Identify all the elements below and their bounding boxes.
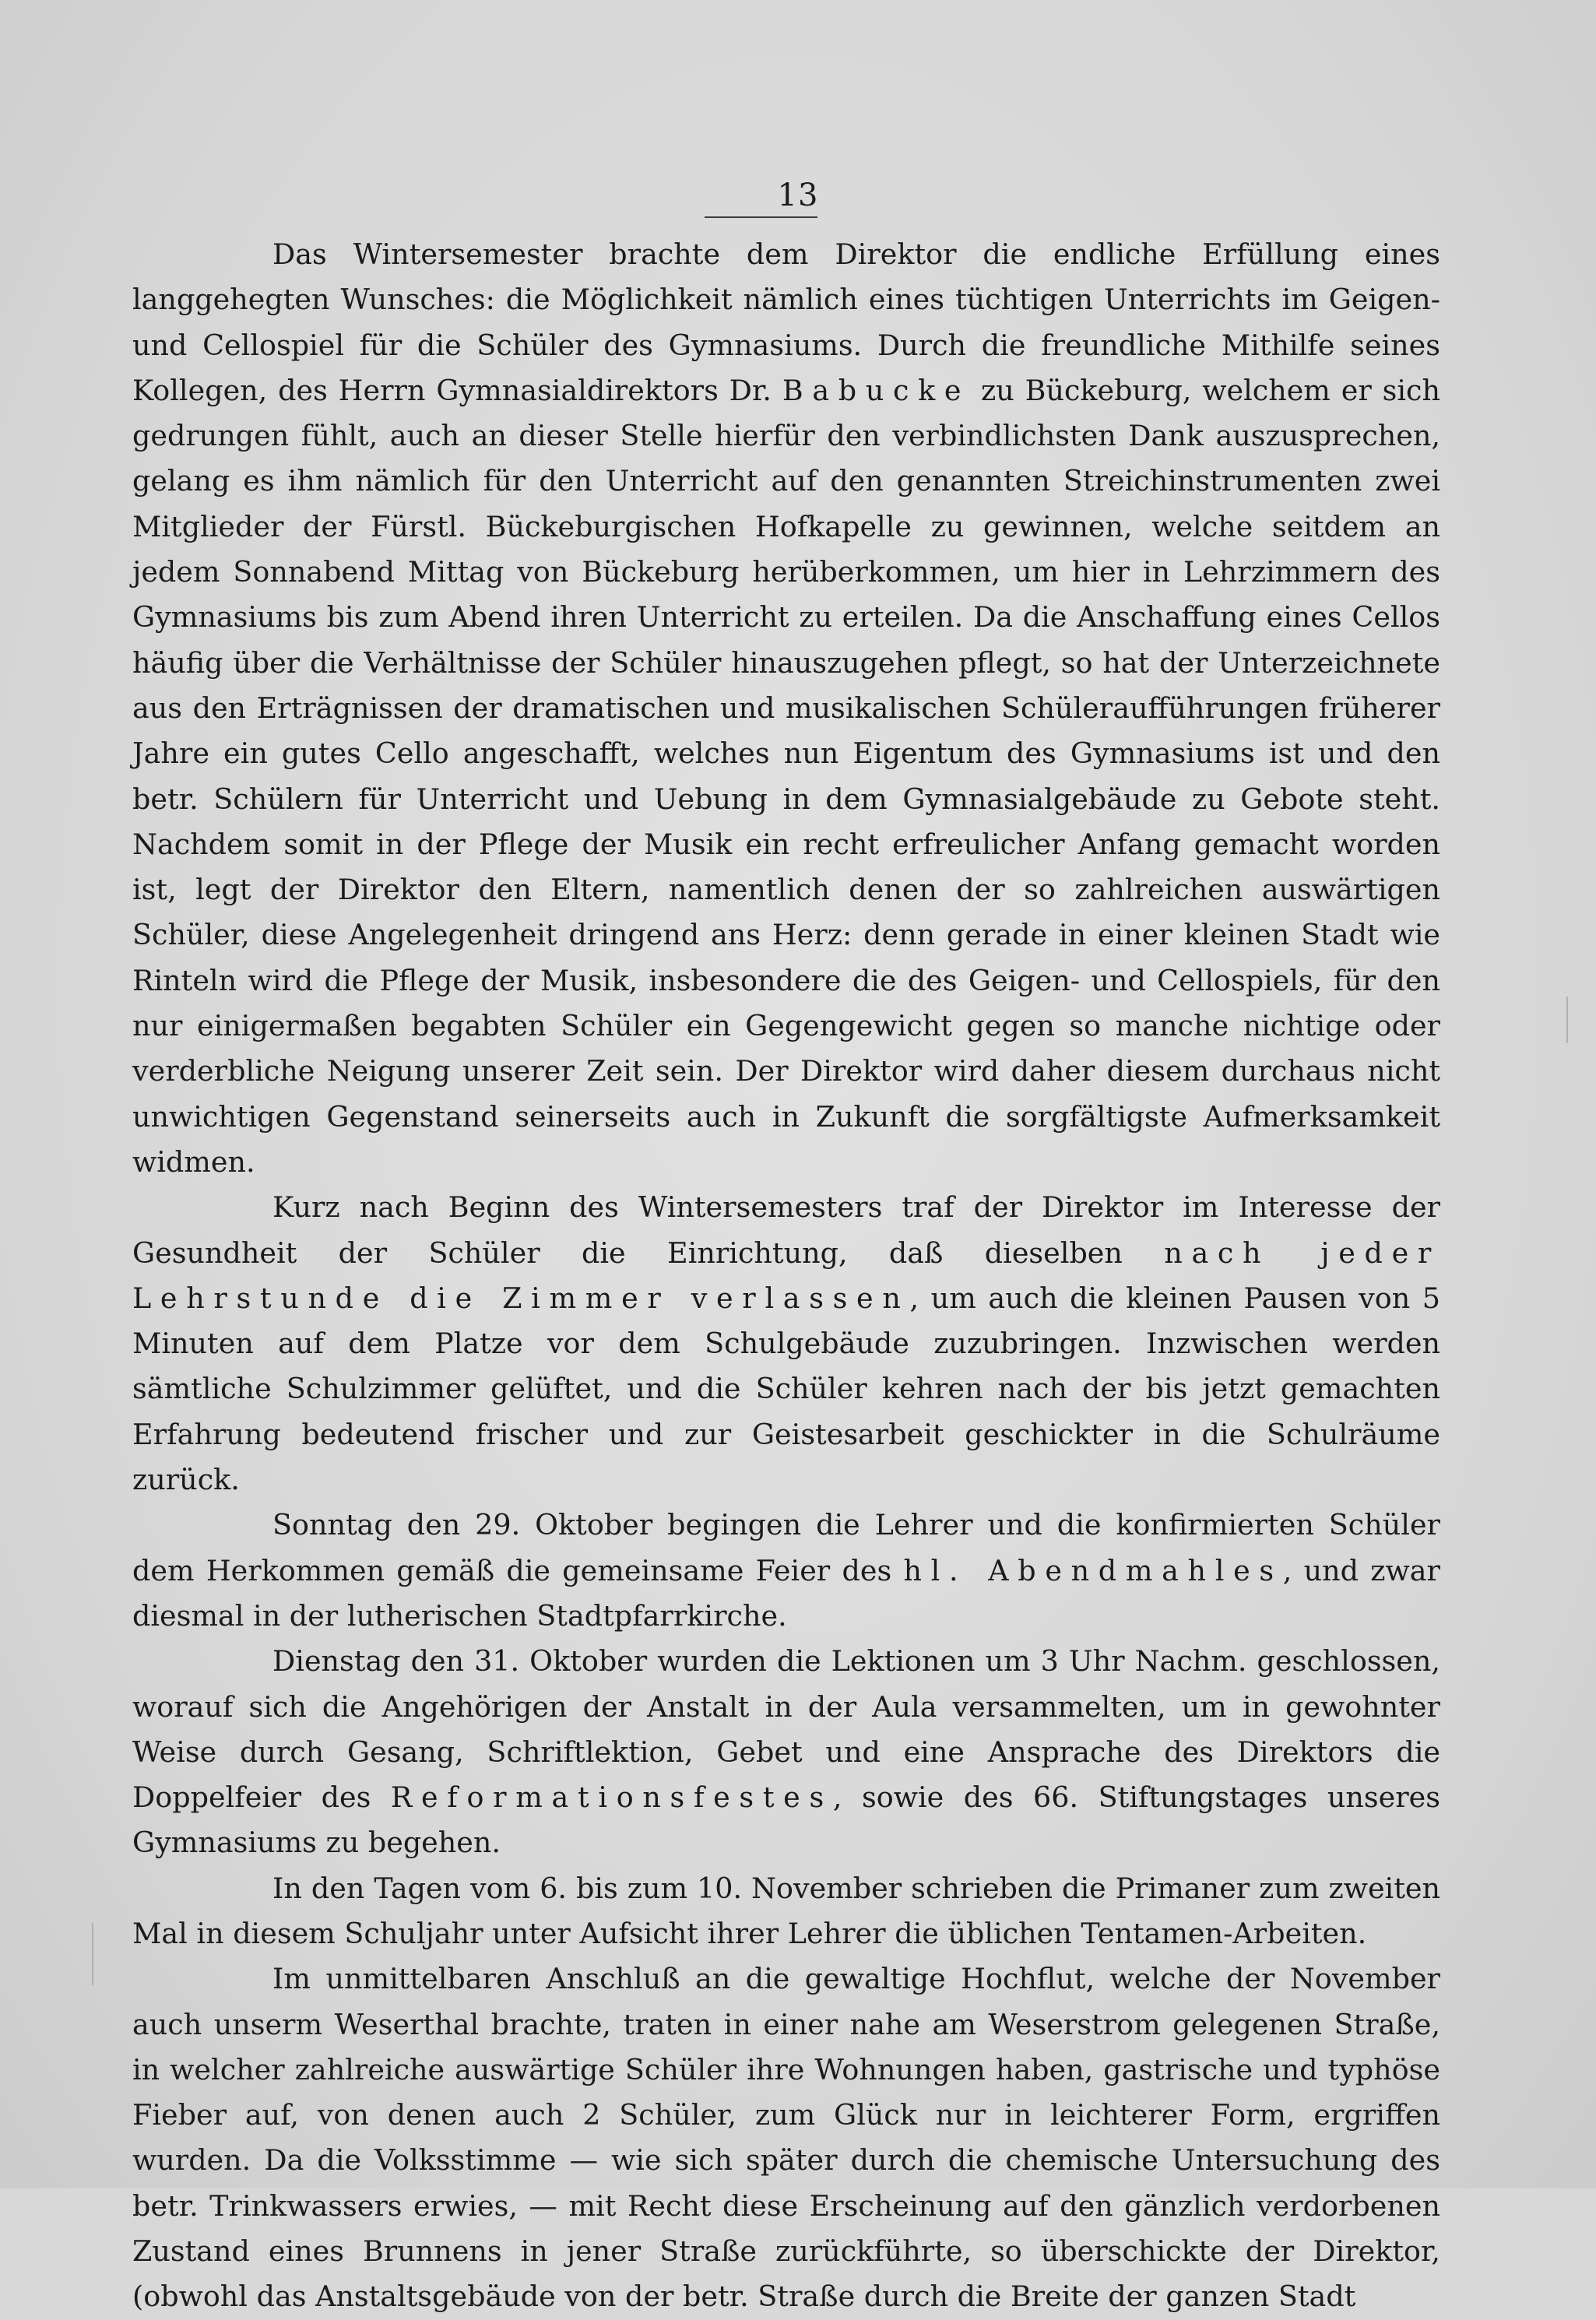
text-run: In den Tagen vom 6. bis zum 10. November schrieben die Primaner zum zweiten Mal in diesem Schuljahr unter Aufsicht ihrer Lehrer die üblichen Tentamen-Arbeiten.: [132, 1871, 1440, 1950]
paragraph-communion: [132, 1503, 1440, 1639]
text-run: , um auch die kleinen Pausen von 5 Minuten auf dem Platze vor dem Schulgebäude zuzubringen. Inzwischen werden sämtliche Schulzimmer gelüftet, und die Schüler kehren nach der bis jetzt gemachten Erfahrung bedeutend frischer und zur Geistesarbeit geschickter in die Schulräume zurück.: [132, 1281, 1440, 1497]
paragraph-flood-fever: [132, 1956, 1440, 2319]
scan-mark: [1566, 997, 1568, 1043]
paragraph-music-lessons: [132, 232, 1440, 1185]
paragraph-breaks: [132, 1185, 1440, 1503]
spaced-emphasis: hl. Abendmahles: [903, 1553, 1283, 1587]
spaced-name: Babucke: [782, 373, 971, 407]
text-run: , sowie des 66. Stiftungstages unseres Gymnasiums zu begehen.: [132, 1780, 1440, 1860]
text-run: Dienstag den 31. Oktober wurden die Lektionen um 3 Uhr Nachm. geschlossen, worauf sich die Angehörigen der Anstalt in der Aula versammelten, um in gewohnter Weise durch Gesang, Schriftlektion, Gebet und eine Ansprache des Direktors die Doppelfeier des: [132, 1644, 1440, 1815]
text-run: zu Bückeburg, welchem er sich gedrungen fühlt, auch an dieser Stelle hierfür den verbindlichsten Dank auszusprechen, gelang es ihm nämlich für den Unterricht auf den genannten Streichinstrumenten zwei Mitglieder der Fürstl. Bückeburgischen Hofkapelle zu gewinnen, welche seitdem an jedem Sonnabend Mittag von Bückeburg herüberkommen, um hier in Lehrzimmern des Gymnasiums bis zum Abend ihren Unterricht zu erteilen. Da die Anschaffung eines Cellos häufig über die Verhältnisse der Schüler hinauszugehen pflegt, so hat der Unterzeichnete aus den Erträgnissen der dramatischen und musikalischen Schüleraufführungen früherer Jahre ein gutes Cello angeschafft, welches nun Eigentum des Gymnasiums ist und den betr. Schülern für Unterricht und Uebung in dem Gymnasialgebäude zu Gebote steht. Nachdem somit in der Pflege der Musik ein recht erfreulicher Anfang gemacht worden ist, legt der Direktor den Eltern, namentlich denen der so zahlreichen auswärtigen Schüler, diese Angelegenheit dringend ans Herz: denn gerade in einer kleinen Stadt wie Rinteln wird die Pflege der Musik, insbesondere die des Geigen- und Cellospiels, für den nur einigermaßen begabten Schüler ein Gegengewicht gegen so manche nichtige oder verderbliche Neigung unserer Zeit sein. Der Direktor wird daher diesem durchaus nicht unwichtigen Gegenstand seinerseits auch in Zukunft die sorgfältigste Aufmerksamkeit widmen.: [132, 373, 1440, 1179]
spaced-emphasis: nach jeder Lehrstunde die Zimmer verlassen: [132, 1236, 1440, 1315]
paragraph-reformation: [132, 1639, 1440, 1865]
text-run: , und zwar diesmal in der lutherischen Stadtpfarrkirche.: [132, 1553, 1440, 1633]
body-text: [132, 232, 1440, 2320]
page-number-rule: [705, 216, 817, 218]
text-run: Sonntag den 29. Oktober begingen die Lehrer und die konfirmierten Schüler dem Herkommen gemäß die gemeinsame Feier des: [132, 1508, 1440, 1587]
text-run: Kurz nach Beginn des Wintersemesters traf der Direktor im Interesse der Gesundheit der Schüler die Einrichtung, daß dieselben: [132, 1190, 1440, 1270]
spaced-emphasis: Reformationsfestes: [390, 1780, 833, 1815]
text-run: Im unmittelbaren Anschluß an die gewaltige Hochflut, welche der November auch unserm Weserthal brachte, traten in einer nahe am Weserstrom gelegenen Straße, in welcher zahlreiche auswärtige Schüler ihre Wohnungen haben, gastrische und typhöse Fieber auf, von denen auch 2 Schüler, zum Glück nur in leichterer Form, ergriffen wurden. Da die Volksstimme — wie sich später durch die chemische Untersuchung des betr. Trinkwassers erwies, — mit Recht diese Erscheinung auf den gänzlich verdorbenen Zustand eines Brunnens in jener Straße zurückführte, so überschickte der Direktor, (obwohl das Anstaltsgebäude von der betr. Straße durch die Breite der ganzen Stadt: [132, 1962, 1440, 2314]
text-run: Das Wintersemester brachte dem Direktor die endliche Erfüllung eines langgehegten Wunsches: die Möglichkeit nämlich eines tüchtigen Unterrichts im Geigen- und Cellospiel für die Schüler des Gymnasiums. Durch die freundliche Mithilfe seines Kollegen, des Herrn Gymnasialdirektors Dr.: [132, 237, 1440, 407]
paragraph-tentamen: [132, 1866, 1440, 1957]
page-number: 13: [777, 178, 819, 213]
scan-mark: [92, 1923, 93, 1985]
